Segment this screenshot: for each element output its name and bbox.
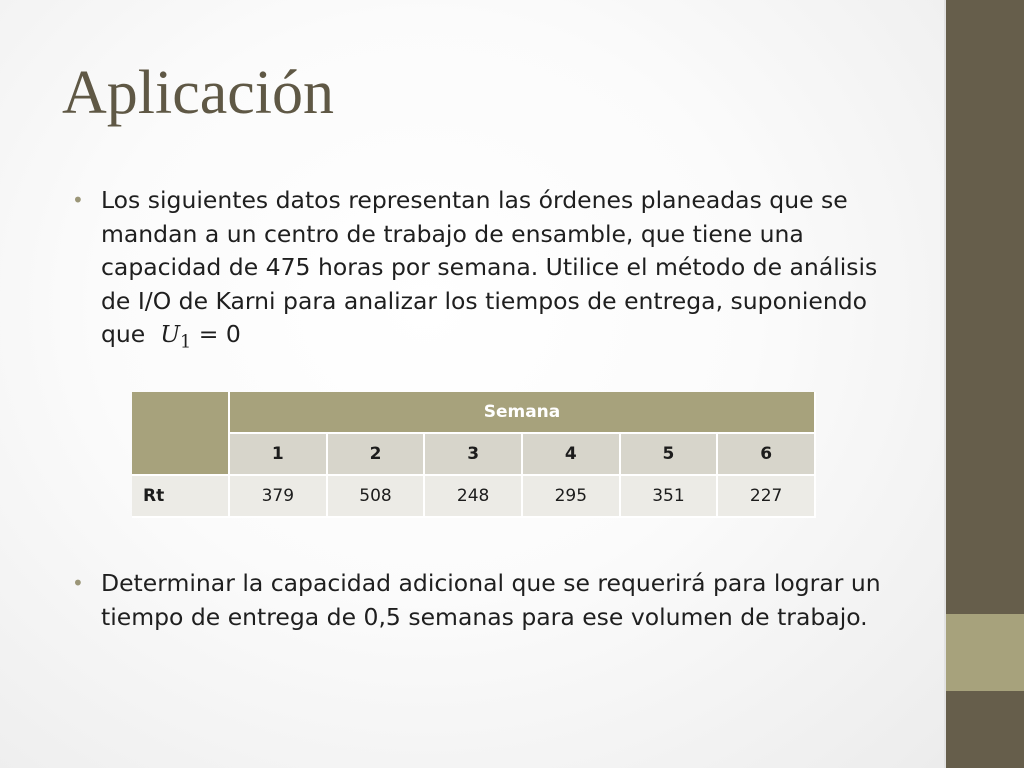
week-cell: 6	[718, 434, 816, 476]
table-header-semana: Semana	[230, 392, 816, 434]
bullet-item-2	[72, 567, 902, 634]
value-cell: 379	[230, 476, 328, 518]
week-cell: 3	[425, 434, 523, 476]
bullet-dot-icon: •	[72, 571, 84, 595]
value-cell: 508	[328, 476, 426, 518]
row-label-rt: Rt	[132, 476, 230, 518]
math-equality: = 0	[198, 320, 241, 348]
math-variable: $U_1$	[160, 320, 192, 353]
week-cell: 4	[523, 434, 621, 476]
value-cell: 248	[425, 476, 523, 518]
slide-title: Aplicación	[62, 59, 335, 127]
table-weeks-row	[132, 434, 816, 476]
math-subscript: 1	[180, 332, 192, 353]
table-corner-cell	[132, 392, 230, 476]
orders-table	[132, 392, 816, 518]
week-cell: 2	[328, 434, 426, 476]
side-bar-accent	[946, 614, 1024, 691]
bullet-text-1	[101, 184, 902, 360]
table-row-rt	[132, 476, 816, 518]
table-header-row	[132, 392, 816, 434]
week-cell: 1	[230, 434, 328, 476]
bullet-text-2: Determinar la capacidad adicional que se requerirá para lograr un tiempo de entrega de 0,5 semanas para ese volumen de trabajo.	[101, 569, 881, 631]
value-cell: 351	[621, 476, 719, 518]
value-cell: 295	[523, 476, 621, 518]
week-cell: 5	[621, 434, 719, 476]
bullet-text-1-body: Los siguientes datos representan las órdenes planeadas que se mandan a un centro de trabajo de ensamble, que tiene una capacidad de 475 horas por semana. Utilice el método de análisis de I/O de Karni para analizar los tiempos de entrega, suponiendo que	[101, 186, 878, 348]
bullet-item-1	[72, 184, 902, 360]
bullet-dot-icon: •	[72, 188, 84, 212]
value-cell: 227	[718, 476, 816, 518]
